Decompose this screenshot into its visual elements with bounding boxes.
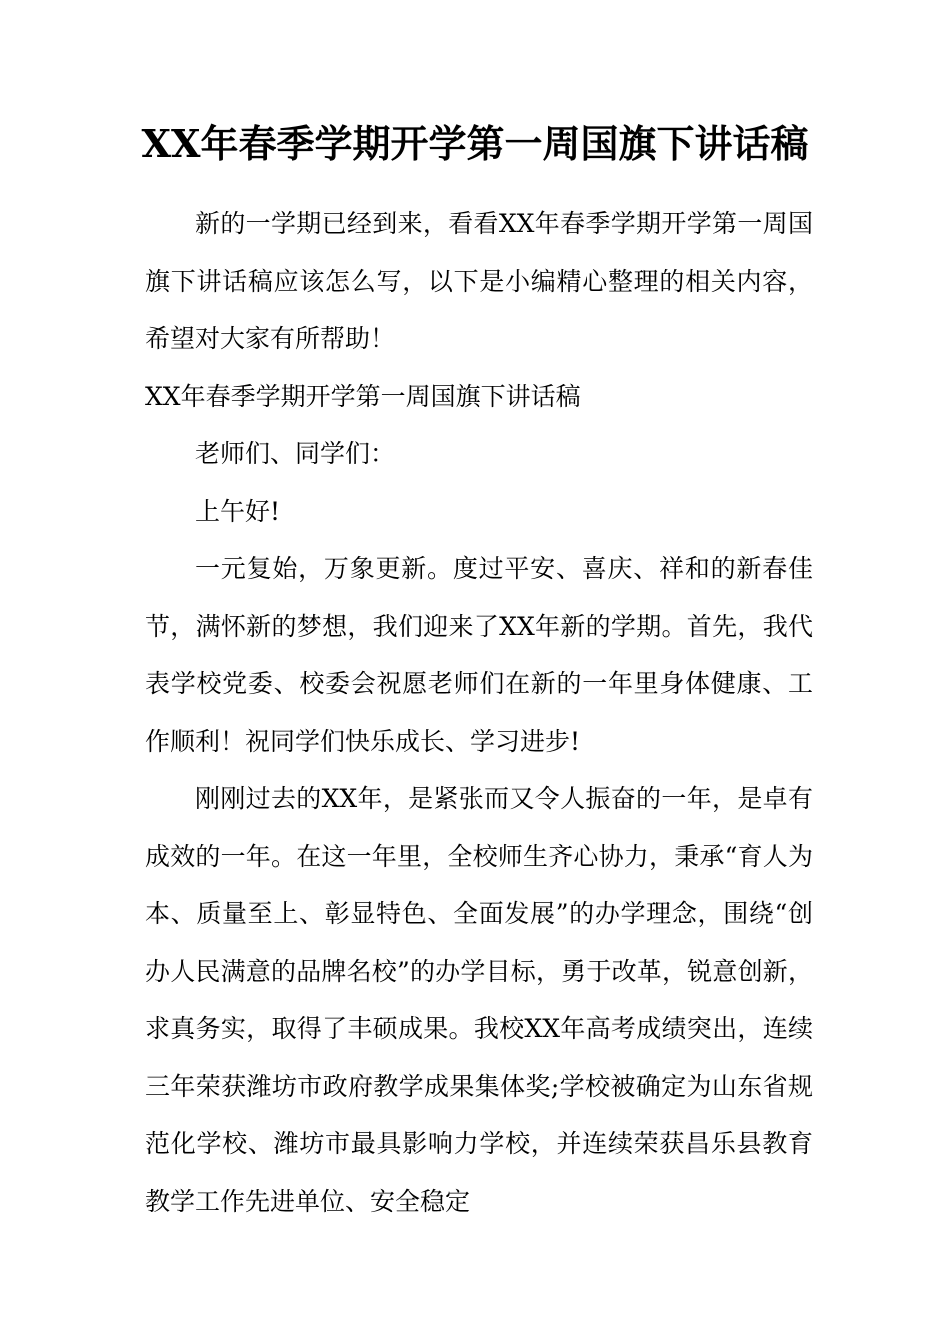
paragraph-achievements: 刚刚过去的XX年，是紧张而又令人振奋的一年，是卓有成效的一年。在这一年里，全校师生齐心协力，秉承“育人为本、质量至上、彰显特色、全面发展”的办学理念，围绕“创办人民满意的品牌名校”的办学目标，勇于改革，锐意创新，求真务实，取得了丰硕成果。我校XX年高考成绩突出，连续三年荣获潍坊市政府教学成果集体奖;学校被确定为山东省规范化学校、潍坊市最具影响力学校，并连续荣获昌乐县教育教学工作先进单位、安全稳定 <box>145 784 813 1216</box>
paragraph-new-year: 一元复始，万象更新。度过平安、喜庆、祥和的新春佳节，满怀新的梦想，我们迎来了XX年新的学期。首先，我代表学校党委、校委会祝愿老师们在新的一年里身体健康、工作顺利！祝同学们快乐成长、学习进步! <box>145 554 813 756</box>
paragraph-intro: 新的一学期已经到来，看看XX年春季学期开学第一周国旗下讲话稿应该怎么写，以下是小编精心整理的相关内容，希望对大家有所帮助！ <box>145 209 813 353</box>
document-body <box>145 195 813 1230</box>
document-title: XX年春季学期开学第一周国旗下讲话稿 <box>141 121 809 166</box>
paragraph-salutation: 老师们、同学们： <box>195 439 396 468</box>
paragraph-greeting: 上午好! <box>195 496 281 526</box>
paragraph-subtitle: XX年春季学期开学第一周国旗下讲话稿 <box>145 381 581 411</box>
